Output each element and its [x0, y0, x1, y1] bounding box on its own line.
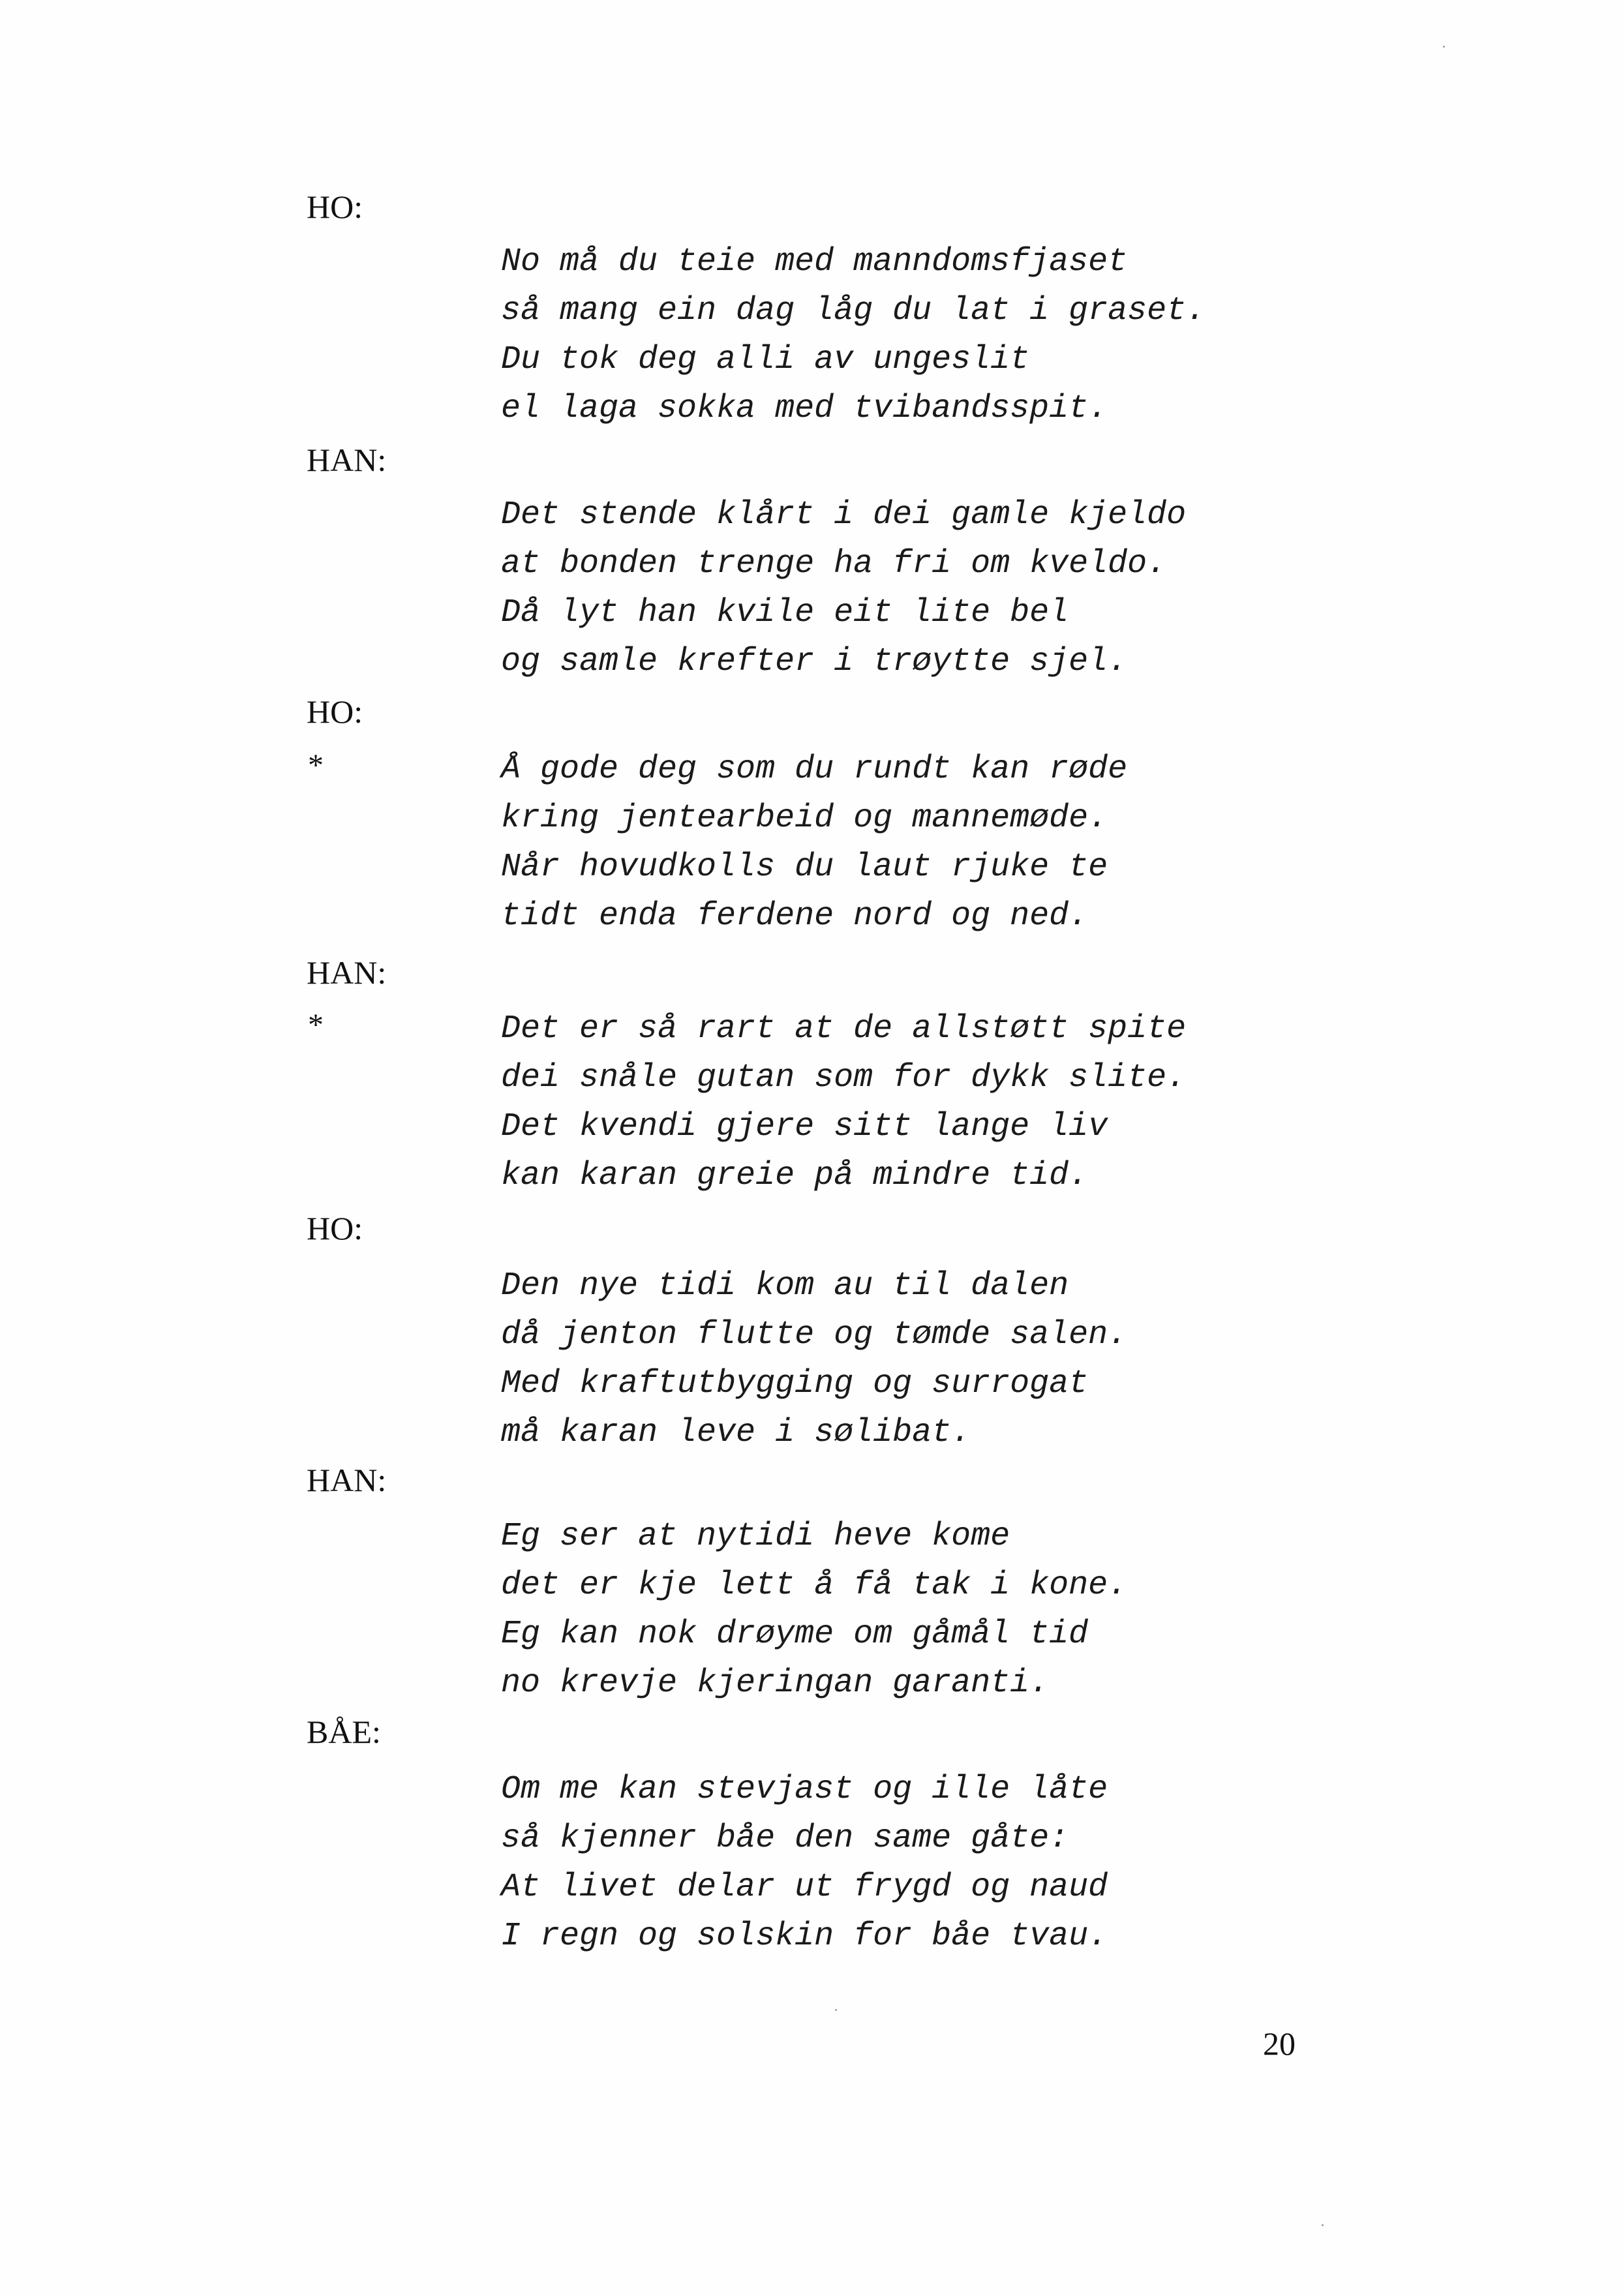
scan-speck [1322, 2224, 1324, 2226]
verse-line: det er kje lett å få tak i kone. [501, 1567, 1128, 1604]
verse-line: Når hovudkolls du laut rjuke te [501, 849, 1108, 886]
verse-line: då jenton flutte og tømde salen. [501, 1316, 1128, 1353]
verse-line: Eg kan nok drøyme om gåmål tid [501, 1616, 1089, 1653]
page-number: 20 [1263, 2025, 1296, 2062]
verse-line: Det stende klårt i dei gamle kjeldo [501, 496, 1187, 534]
verse-line: Du tok deg alli av ungeslit [501, 341, 1030, 378]
scan-speck [835, 2009, 837, 2011]
verse-line: at bonden trenge ha fri om kveldo. [501, 545, 1167, 582]
verse-stanza [501, 1261, 1349, 1457]
scan-speck [1443, 46, 1445, 48]
verse-line: kan karan greie på mindre tid. [501, 1157, 1089, 1194]
verse-line: Det er så rart at de allstøtt spite [501, 1010, 1187, 1048]
asterisk-marker: * [308, 1008, 324, 1042]
asterisk-marker: * [308, 748, 324, 783]
verse-line: Å gode deg som du rundt kan røde [501, 751, 1128, 788]
verse-line: Eg ser at nytidi heve kome [501, 1518, 1010, 1555]
verse-stanza [501, 1512, 1349, 1708]
verse-line: dei snåle gutan som for dykk slite. [501, 1059, 1187, 1096]
verse-line: Det kvendi gjere sitt lange liv [501, 1108, 1108, 1145]
verse-line: At livet delar ut frygd og naud [501, 1869, 1108, 1906]
speaker-label: HO: [307, 189, 363, 225]
verse-line: Då lyt han kvile eit lite bel [501, 594, 1069, 631]
verse-line: Med kraftutbygging og surrogat [501, 1365, 1089, 1402]
speaker-label: BÅE: [307, 1714, 381, 1750]
verse-line: el laga sokka med tvibandsspit. [501, 390, 1108, 427]
verse-stanza [501, 237, 1349, 433]
verse-stanza [501, 491, 1349, 686]
verse-line: og samle krefter i trøytte sjel. [501, 643, 1128, 680]
speaker-label: HO: [307, 1210, 363, 1246]
verse-line: må karan leve i sølibat. [501, 1414, 971, 1451]
verse-line: No må du teie med manndomsfjaset [501, 243, 1128, 280]
verse-line: Den nye tidi kom au til dalen [501, 1267, 1069, 1305]
verse-line: så mang ein dag låg du lat i graset. [501, 292, 1206, 329]
verse-line: I regn og solskin for båe tvau. [501, 1918, 1108, 1955]
verse-line: så kjenner båe den same gåte: [501, 1820, 1069, 1857]
verse-line: no krevje kjeringan garanti. [501, 1665, 1050, 1702]
verse-stanza [501, 745, 1349, 941]
verse-stanza [501, 1765, 1349, 1961]
speaker-label: HO: [307, 693, 363, 730]
verse-line: Om me kan stevjast og ille låte [501, 1771, 1108, 1808]
verse-stanza [501, 1004, 1349, 1200]
verse-line: tidt enda ferdene nord og ned. [501, 898, 1089, 935]
speaker-label: HAN: [307, 442, 387, 478]
verse-line: kring jentearbeid og mannemøde. [501, 800, 1108, 837]
speaker-label: HAN: [307, 954, 387, 991]
speaker-label: HAN: [307, 1462, 387, 1498]
